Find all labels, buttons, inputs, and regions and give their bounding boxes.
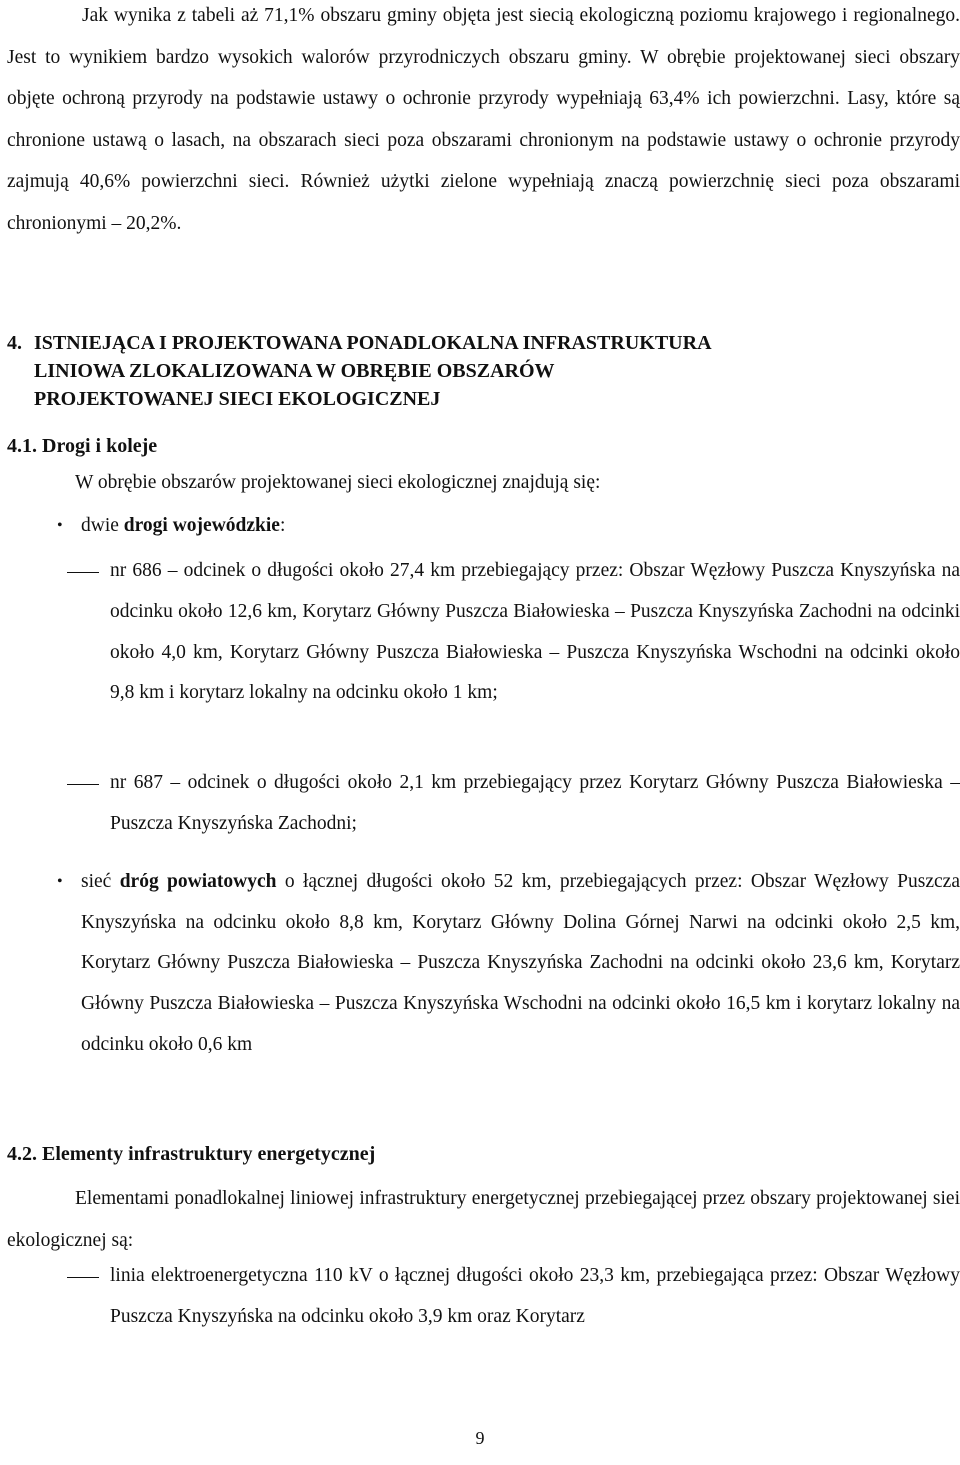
bullet-text bbox=[81, 862, 960, 1066]
bullet-text-post: o łącznej długości około 52 km, przebiegających przez: Obszar Węzłowy Puszcza Knyszyńska na odcinku około 8,8 km, Korytarz Główny Dolina Górnej Narwi na odcinki około 2,5 km, Korytarz Główny Puszcza Białowieska – Puszcza Knyszyńska Zachodni na odcinki około 23,6 km, Korytarz Główny Puszcza Białowieska – Puszcza Knyszyńska Wschodni na odcinki około 16,5 km i korytarz lokalny na odcinku około 0,6 km bbox=[81, 871, 960, 1055]
section-4-1-heading: 4.1. Drogi i koleje bbox=[7, 435, 158, 457]
section-4-title-line-2: LINIOWA ZLOKALIZOWANA W OBRĘBIE OBSZARÓW bbox=[34, 360, 555, 382]
road-item-686 bbox=[110, 551, 960, 714]
bullet-icon: • bbox=[57, 517, 63, 534]
bullet-text-bold: dróg powiatowych bbox=[119, 871, 277, 892]
bullet-text-bold: drogi wojewódzkie bbox=[123, 515, 280, 536]
bullet-county-roads bbox=[57, 862, 960, 1066]
section-4-2-heading: 4.2. Elementy infrastruktury energetycznej bbox=[7, 1143, 376, 1165]
energy-item-power-line bbox=[110, 1256, 960, 1338]
bullet-text bbox=[81, 506, 937, 547]
section-4-2-intro: Elementami ponadlokalnej liniowej infrastruktury energetycznej przebiegającej przez obszary projektowanej siei ekologicznej są: bbox=[7, 1188, 960, 1251]
bullet-text-pre: sieć bbox=[81, 871, 120, 892]
section-4-heading bbox=[7, 329, 952, 413]
bullet-text-pre: dwie bbox=[81, 515, 124, 536]
road-item-text: nr 687 – odcinek o długości około 2,1 km przebiegający przez Korytarz Główny Puszcza Białowieska – Puszcza Knyszyńska Zachodni; bbox=[110, 772, 960, 834]
energy-item-text: linia elektroenergetyczna 110 kV o łącznej długości około 23,3 km, przebiegająca przez: Obszar Węzłowy Puszcza Knyszyńska na odcinku około 3,9 km oraz Korytarz bbox=[110, 1265, 960, 1327]
section-4-title-line-1: ISTNIEJĄCA I PROJEKTOWANA PONADLOKALNA INFRASTRUKTURA bbox=[34, 332, 712, 354]
intro-paragraph: Jak wynika z tabeli aż 71,1% obszaru gminy objęta jest siecią ekologiczną poziomu krajowego i regionalnego. Jest to wynikiem bardzo wysokich walorów przyrodniczych obszaru gminy. W obrębie projektowanej sieci obszary objęte ochroną przyrody na podstawie ustawy o ochronie przyrody wypełniają 63,4% ich powierzchni. Lasy, które są chronione ustawą o lasach, na obszarach sieci poza obszarami chronionym na podstawie ustawy o ochronie przyrody zajmują 40,6% powierzchni sieci. Również użytki zielone wypełniają znaczą powierzchnię sieci poza obszarami chronionymi – 20,2%. bbox=[7, 5, 960, 234]
section-4-number: 4. bbox=[7, 332, 22, 354]
road-item-text: nr 686 – odcinek o długości około 27,4 km przebiegający przez: Obszar Węzłowy Puszcza Knyszyńska na odcinku około 12,6 km, Korytarz Główny Puszcza Białowieska – Puszcza Knyszyńska Zachodni na odcinki około 4,0 km, Korytarz Główny Puszcza Białowieska – Puszcza Knyszyńska Wschodni na odcinki około 9,8 km i korytarz lokalny na odcinku około 1 km; bbox=[110, 560, 960, 704]
road-item-687 bbox=[110, 763, 960, 845]
section-4-1-intro: W obrębie obszarów projektowanej sieci ekologicznej znajdują się: bbox=[75, 472, 601, 493]
section-4-title-line-3: PROJEKTOWANEJ SIECI EKOLOGICZNEJ bbox=[34, 388, 441, 410]
page-number: 9 bbox=[475, 1428, 485, 1448]
bullet-icon: • bbox=[57, 873, 63, 890]
bullet-voivodeship-roads bbox=[57, 506, 937, 547]
bullet-text-post: : bbox=[279, 515, 286, 536]
